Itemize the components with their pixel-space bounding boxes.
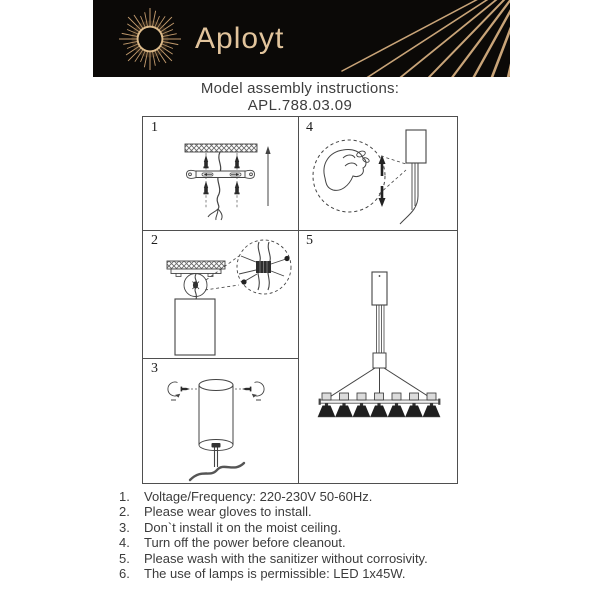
step-panel-3 — [144, 359, 297, 483]
instruction-number: 3. — [119, 519, 130, 535]
step-number-5: 5 — [306, 233, 313, 248]
brand-banner — [93, 0, 510, 77]
instruction-text: The use of lamps is permissible: LED 1x45W. — [144, 566, 406, 582]
step-number-1: 1 — [151, 120, 158, 135]
step-panel-1 — [144, 118, 297, 230]
step4-cable-adjust-illustration — [299, 118, 457, 230]
step5-chandelier-illustration — [299, 231, 457, 483]
brand-name: Aployt — [195, 21, 285, 55]
step-number-3: 3 — [151, 361, 158, 376]
instruction-text: Don`t install it on the moist ceiling. — [144, 519, 342, 535]
instruction-number: 1. — [119, 489, 130, 504]
step3-canopy-illustration — [144, 359, 297, 483]
instruction-number: 5. — [119, 550, 130, 566]
instruction-item — [119, 535, 519, 550]
model-number: APL.788.03.09 — [247, 97, 353, 114]
assembly-diagram-grid — [142, 116, 458, 484]
instruction-number: 2. — [119, 504, 130, 520]
instruction-item — [119, 489, 519, 504]
step2-wiring-illustration — [144, 231, 297, 358]
instruction-item — [119, 566, 519, 581]
page-title: Model assembly instructions: — [200, 80, 400, 97]
step-number-2: 2 — [151, 233, 158, 248]
instruction-item — [119, 520, 519, 535]
instruction-item — [119, 551, 519, 566]
instruction-text: Please wear gloves to install. — [144, 504, 312, 520]
instruction-text: Voltage/Frequency: 220-230V 50-60Hz. — [144, 489, 373, 504]
step-panel-5 — [299, 231, 457, 483]
instruction-text: Turn off the power before cleanout. — [144, 535, 346, 551]
sunburst-logo-icon — [113, 2, 187, 76]
step-panel-2 — [144, 231, 297, 358]
instruction-text: Please wash with the sanitizer without corrosivity. — [144, 550, 428, 566]
step-number-4: 4 — [306, 120, 313, 135]
instruction-list — [119, 489, 519, 581]
step-panel-4 — [299, 118, 457, 230]
instruction-item — [119, 504, 519, 519]
step1-bracket-illustration — [144, 118, 297, 230]
instruction-number: 4. — [119, 535, 130, 551]
instruction-number: 6. — [119, 566, 130, 582]
